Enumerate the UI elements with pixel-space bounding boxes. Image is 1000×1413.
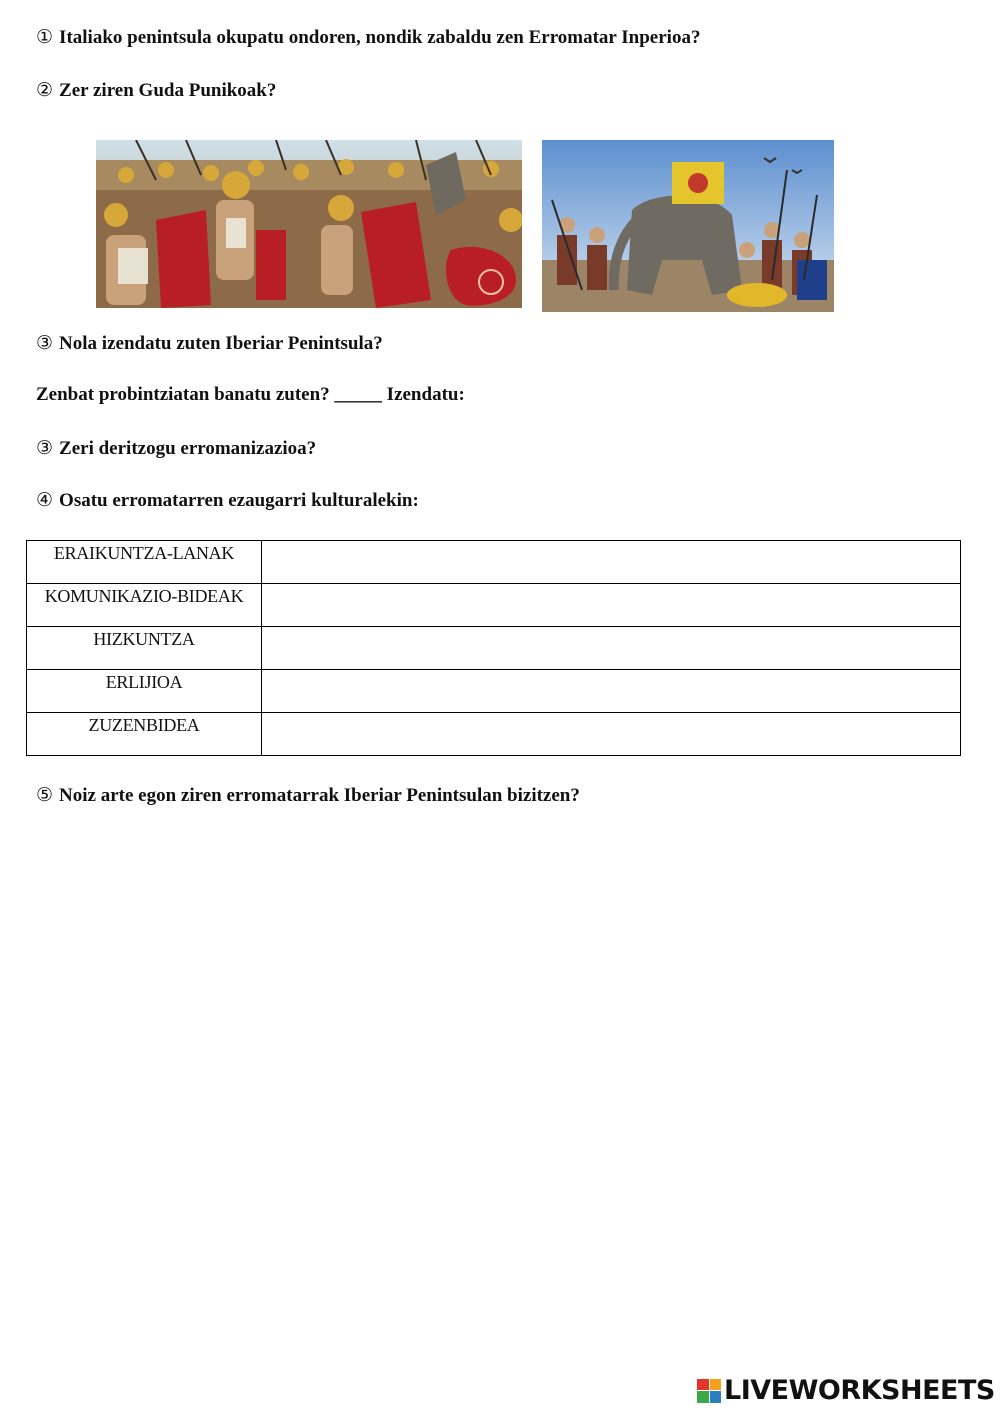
table-row	[27, 627, 961, 670]
row-label: HIZKUNTZA	[27, 627, 262, 670]
logo-mark-icon	[697, 1379, 721, 1403]
war-elephant-image	[542, 140, 834, 312]
question-text: Noiz arte egon ziren erromatarrak Iberiar Penintsulan bizitzen?	[59, 785, 580, 806]
table-row	[27, 713, 961, 756]
table-row	[27, 670, 961, 713]
question-3c	[36, 437, 316, 460]
row-label: KOMUNIKAZIO-BIDEAK	[27, 584, 262, 627]
question-text: Osatu erromatarren ezaugarri kulturalekin:	[59, 490, 419, 511]
row-label: ERAIKUNTZA-LANAK	[27, 541, 262, 584]
question-text: Zer ziren Guda Punikoak?	[59, 80, 277, 101]
question-number: ③	[36, 333, 54, 354]
question-3	[36, 332, 383, 355]
question-text: Zenbat probintziatan banatu zuten? _____ Izendatu:	[36, 384, 465, 405]
answer-cell[interactable]	[262, 713, 961, 756]
question-text: Italiako penintsula okupatu ondoren, nondik zabaldu zen Erromatar Inperioa?	[59, 27, 701, 48]
question-4	[36, 489, 419, 512]
table-row	[27, 541, 961, 584]
question-5	[36, 784, 580, 807]
row-label: ERLIJIOA	[27, 670, 262, 713]
question-text: Zeri deritzogu erromanizazioa?	[59, 438, 317, 459]
cultural-features-table	[26, 540, 961, 756]
logo-text: LIVEWORKSHEETS	[724, 1375, 995, 1406]
question-number: ③	[36, 438, 54, 459]
question-number: ④	[36, 490, 54, 511]
answer-cell[interactable]	[262, 627, 961, 670]
question-number: ⑤	[36, 785, 54, 806]
table-row	[27, 584, 961, 627]
answer-cell[interactable]	[262, 541, 961, 584]
question-number: ①	[36, 27, 54, 48]
roman-battle-image	[96, 140, 522, 308]
question-3b	[36, 384, 465, 406]
question-number: ②	[36, 80, 54, 101]
question-2	[36, 79, 276, 102]
question-1	[36, 26, 700, 49]
row-label: ZUZENBIDEA	[27, 713, 262, 756]
answer-cell[interactable]	[262, 670, 961, 713]
answer-cell[interactable]	[262, 584, 961, 627]
question-text: Nola izendatu zuten Iberiar Penintsula?	[59, 333, 383, 354]
liveworksheets-logo	[697, 1375, 995, 1406]
